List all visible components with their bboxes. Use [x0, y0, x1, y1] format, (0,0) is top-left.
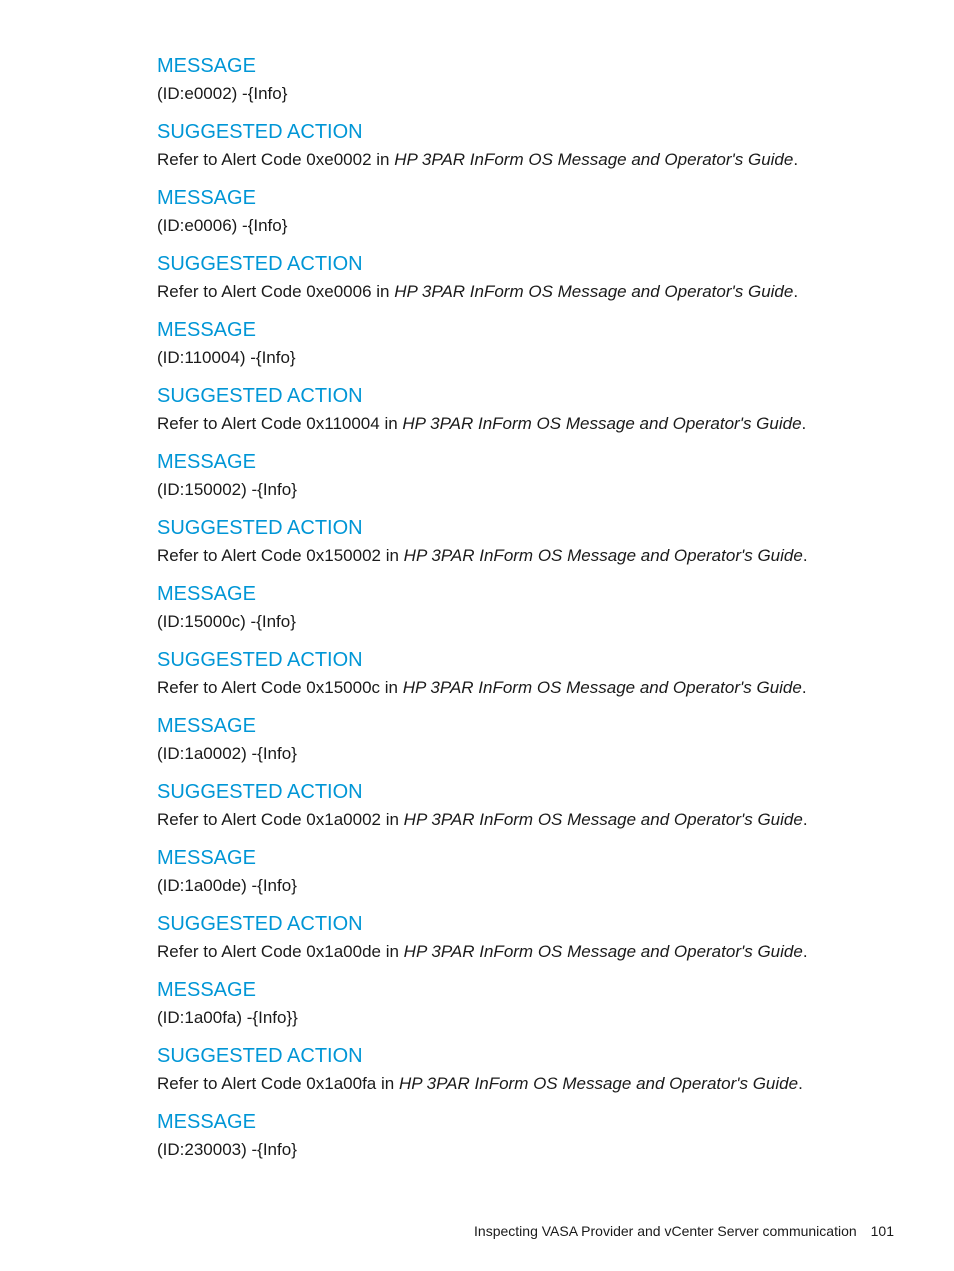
- action-text: Refer to Alert Code 0x150002 in: [157, 546, 404, 565]
- message-block: [157, 448, 877, 514]
- action-text: Refer to Alert Code 0xe0006 in: [157, 282, 395, 301]
- guide-title: HP 3PAR InForm OS Message and Operator's Guide: [402, 678, 802, 697]
- action-punctuation: .: [802, 942, 808, 961]
- suggested-action-heading: SUGGESTED ACTION: [157, 517, 363, 539]
- suggested-action-heading: SUGGESTED ACTION: [157, 253, 363, 275]
- suggested-action-text: [157, 411, 806, 437]
- message-id: (ID:e0002) -{Info}: [157, 84, 288, 103]
- action-punctuation: .: [802, 810, 808, 829]
- message-block: [157, 976, 877, 1042]
- suggested-action-heading: SUGGESTED ACTION: [157, 385, 363, 407]
- message-heading: MESSAGE: [157, 319, 256, 341]
- suggested-action-block: [157, 382, 877, 448]
- suggested-action-text: [157, 939, 808, 965]
- guide-title: HP 3PAR InForm OS Message and Operator's Guide: [394, 282, 794, 301]
- suggested-action-text: [157, 279, 798, 305]
- message-heading: MESSAGE: [157, 187, 256, 209]
- suggested-action-block: [157, 1042, 877, 1108]
- suggested-action-heading: SUGGESTED ACTION: [157, 649, 363, 671]
- action-punctuation: .: [801, 678, 807, 697]
- suggested-action-text: [157, 807, 808, 833]
- message-id: (ID:230003) -{Info}: [157, 1140, 297, 1159]
- guide-title: HP 3PAR InForm OS Message and Operator's Guide: [398, 1074, 799, 1093]
- action-text: Refer to Alert Code 0x1a00fa in: [157, 1074, 399, 1093]
- action-punctuation: .: [798, 1074, 803, 1093]
- message-block: [157, 712, 877, 778]
- suggested-action-block: [157, 514, 877, 580]
- message-heading: MESSAGE: [157, 451, 256, 473]
- message-id: (ID:1a0002) -{Info}: [157, 744, 297, 763]
- message-heading: MESSAGE: [157, 55, 256, 77]
- message-heading: MESSAGE: [157, 1111, 256, 1133]
- action-text: Refer to Alert Code 0x1a0002 in: [157, 810, 404, 829]
- action-text: Refer to Alert Code 0x15000c in: [157, 678, 403, 697]
- page-footer: [474, 1221, 894, 1241]
- message-id: (ID:110004) -{Info}: [157, 348, 296, 367]
- message-id: (ID:e0006) -{Info}: [157, 216, 288, 235]
- action-punctuation: .: [793, 150, 799, 169]
- message-block: [157, 52, 877, 118]
- suggested-action-block: [157, 118, 877, 184]
- footer-section-title: Inspecting VASA Provider and vCenter Server communication: [474, 1223, 857, 1239]
- guide-title: HP 3PAR InForm OS Message and Operator's Guide: [403, 942, 803, 961]
- document-body: [157, 52, 877, 1174]
- message-block: [157, 580, 877, 646]
- suggested-action-text: [157, 543, 808, 569]
- suggested-action-block: [157, 250, 877, 316]
- guide-title: HP 3PAR InForm OS Message and Operator's Guide: [394, 150, 794, 169]
- suggested-action-heading: SUGGESTED ACTION: [157, 121, 363, 143]
- message-id: (ID:1a00fa) -{Info}}: [157, 1008, 298, 1027]
- action-text: Refer to Alert Code 0xe0002 in: [157, 150, 395, 169]
- action-text: Refer to Alert Code 0x110004 in: [157, 414, 403, 433]
- page-number: 101: [870, 1223, 894, 1239]
- message-id: (ID:15000c) -{Info}: [157, 612, 296, 631]
- message-block: [157, 316, 877, 382]
- suggested-action-text: [157, 1071, 803, 1097]
- suggested-action-heading: SUGGESTED ACTION: [157, 781, 363, 803]
- message-block: [157, 1108, 877, 1174]
- guide-title: HP 3PAR InForm OS Message and Operator's Guide: [402, 414, 802, 433]
- suggested-action-heading: SUGGESTED ACTION: [157, 1045, 363, 1067]
- suggested-action-text: [157, 675, 807, 701]
- message-heading: MESSAGE: [157, 715, 256, 737]
- message-id: (ID:1a00de) -{Info}: [157, 876, 297, 895]
- message-heading: MESSAGE: [157, 979, 256, 1001]
- action-punctuation: .: [793, 282, 799, 301]
- message-block: [157, 844, 877, 910]
- message-heading: MESSAGE: [157, 847, 256, 869]
- message-id: (ID:150002) -{Info}: [157, 480, 297, 499]
- message-block: [157, 184, 877, 250]
- guide-title: HP 3PAR InForm OS Message and Operator's Guide: [403, 810, 803, 829]
- suggested-action-block: [157, 778, 877, 844]
- suggested-action-block: [157, 910, 877, 976]
- action-punctuation: .: [802, 546, 808, 565]
- suggested-action-heading: SUGGESTED ACTION: [157, 913, 363, 935]
- suggested-action-text: [157, 147, 798, 173]
- action-punctuation: .: [801, 414, 807, 433]
- action-text: Refer to Alert Code 0x1a00de in: [157, 942, 404, 961]
- suggested-action-block: [157, 646, 877, 712]
- guide-title: HP 3PAR InForm OS Message and Operator's Guide: [403, 546, 803, 565]
- message-heading: MESSAGE: [157, 583, 256, 605]
